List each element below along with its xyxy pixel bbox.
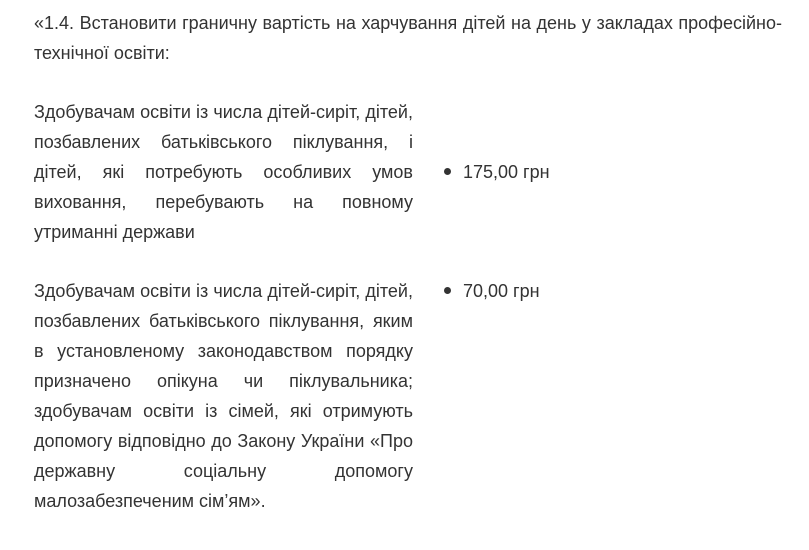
cost-row-amount xyxy=(444,276,540,306)
intro-paragraph: «1.4. Встановити граничну вартість на харчування дітей на день у закладах професійно-технічної освіти: xyxy=(34,13,782,63)
cost-row-description: Здобувачам освіти із числа дітей-сиріт, дітей, позбавлених батьківського піклування, і дітей, які потребують особливих умов виховання, перебувають на повному утриманні держави xyxy=(34,102,413,242)
cost-row-description: Здобувачам освіти із числа дітей-сиріт, дітей, позбавлених батьківського піклування, яким в установленому законодавством порядку призначено опікуна чи піклувальника; здобувачам освіти із сімей, які отримують допомогу відповідно до Закону України «Про державну соціальну допомогу малозабезпеченим сім’ям». xyxy=(34,281,413,511)
bullet-icon xyxy=(444,168,451,175)
bullet-icon xyxy=(444,287,451,294)
cost-row-amount xyxy=(444,157,550,187)
amount-value: 70,00 грн xyxy=(463,281,540,301)
amount-value: 175,00 грн xyxy=(463,162,550,182)
